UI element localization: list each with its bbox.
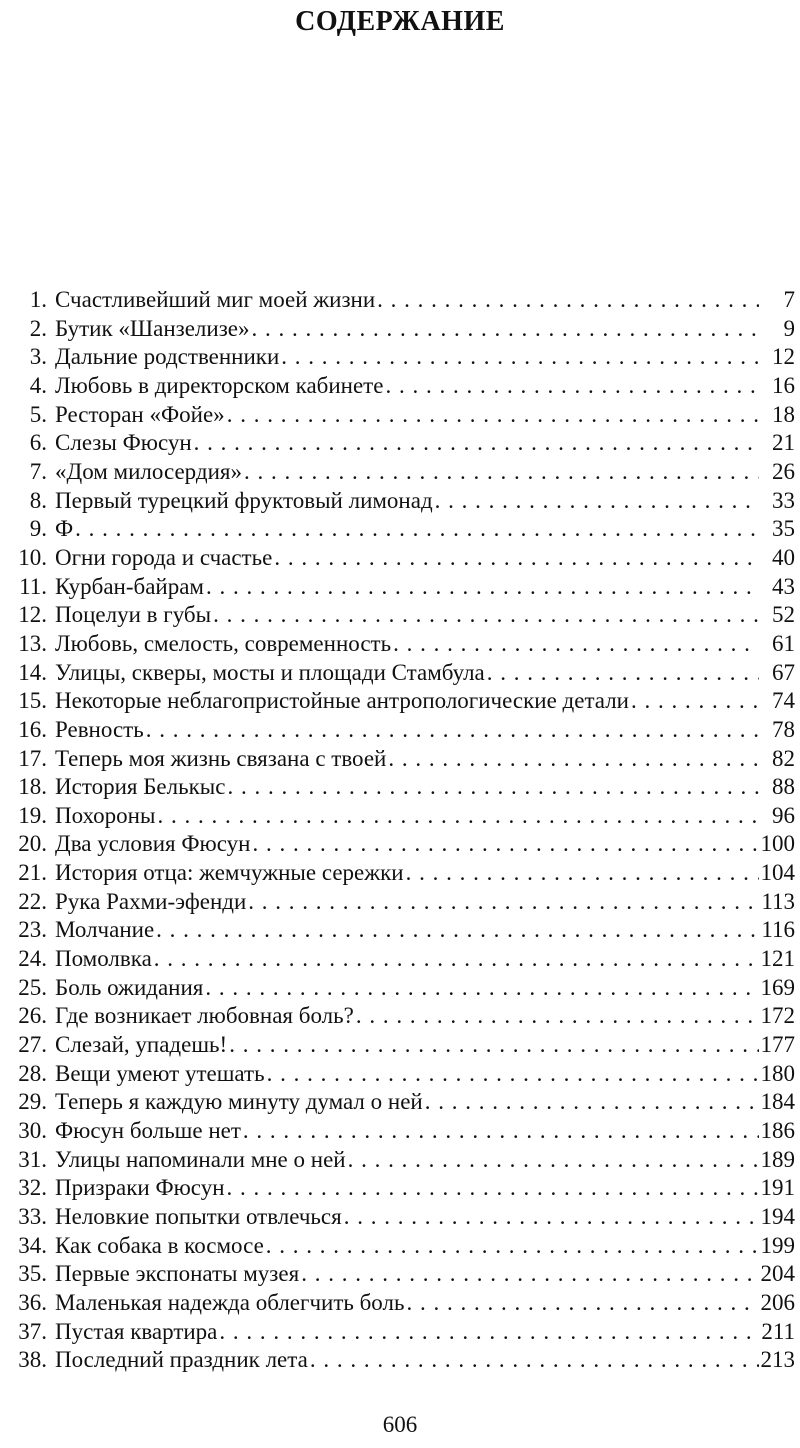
toc-dot-leader (406, 1289, 758, 1318)
toc-entry (0, 773, 800, 802)
toc-entry-number: 15. (18, 688, 47, 714)
toc-entry-number: 13. (18, 630, 47, 656)
toc-entry (0, 830, 800, 859)
toc-entry-page: 100 (760, 831, 795, 857)
toc-entry-page: 26 (772, 458, 795, 484)
toc-entry (0, 687, 800, 716)
toc-entry-body (55, 1346, 795, 1375)
toc-entry-page: 96 (772, 802, 795, 828)
toc-entry-title: Поцелуи в губы (55, 602, 212, 628)
toc-entry (0, 859, 800, 888)
toc-dot-leader (266, 1232, 759, 1261)
toc-entry-body (55, 773, 795, 802)
toc-dot-leader (356, 1002, 759, 1031)
toc-entry-number: 29. (18, 1089, 47, 1115)
toc-entry-page: 191 (760, 1175, 795, 1201)
toc-dot-leader (75, 515, 759, 544)
toc-entry-number: 26. (18, 1003, 47, 1029)
toc-entry (0, 1146, 800, 1175)
toc-entry-title: Первые экспонаты музея (55, 1261, 300, 1287)
toc-entry-number: 35. (18, 1261, 47, 1287)
toc-entry (0, 916, 800, 945)
toc-entry (0, 401, 800, 430)
toc-entry (0, 1174, 800, 1203)
toc-entry-number: 4. (29, 372, 47, 398)
toc-entry-number: 27. (18, 1032, 47, 1058)
toc-entry-page: 21 (772, 430, 795, 456)
toc-entry-body (55, 716, 795, 745)
toc-entry (0, 1260, 800, 1289)
toc-entry-number: 9. (29, 516, 47, 542)
toc-entry-page: 88 (772, 774, 795, 800)
toc-entry-number: 10. (18, 544, 47, 570)
toc-entry-body (55, 515, 795, 544)
toc-entry-number: 31. (18, 1146, 47, 1172)
toc-entry (0, 888, 800, 917)
toc-entry-body (55, 659, 795, 688)
toc-entry (0, 372, 800, 401)
page-title: СОДЕРЖАНИЕ (295, 6, 505, 37)
toc-dot-leader (252, 315, 759, 344)
toc-dot-leader (227, 401, 759, 430)
toc-entry-body (55, 687, 795, 716)
toc-dot-leader (243, 1117, 759, 1146)
toc-entry-body (55, 487, 795, 516)
toc-entry (0, 1060, 800, 1089)
toc-entry (0, 315, 800, 344)
toc-entry-title: Где возникает любовная боль? (55, 1003, 354, 1029)
toc-entry-title: Боль ожидания (55, 974, 204, 1000)
toc-entry-number: 32. (18, 1175, 47, 1201)
toc-entry (0, 1289, 800, 1318)
toc-entry-number: 23. (18, 917, 47, 943)
toc-entry (0, 1232, 800, 1261)
toc-entry-title: Улицы напоминали мне о ней (55, 1146, 346, 1172)
toc-dot-leader (267, 1060, 759, 1089)
toc-entry-number: 17. (18, 745, 47, 771)
toc-entry-title: Неловкие попытки отвлечься (55, 1204, 342, 1229)
toc-entry-number: 34. (18, 1232, 47, 1258)
toc-entry-page: 206 (760, 1289, 795, 1315)
toc-entry-page: 43 (772, 573, 795, 599)
toc-entry-number: 28. (18, 1060, 47, 1086)
toc-entry (0, 515, 800, 544)
toc-dot-leader (227, 1174, 759, 1203)
toc-entry-page: 9 (783, 315, 795, 341)
toc-entry-body (55, 429, 795, 458)
toc-entry-body (55, 1260, 795, 1289)
toc-entry-title: Ревность (55, 716, 144, 742)
toc-entry (0, 630, 800, 659)
toc-entry-title: Теперь я каждую минуту думал о ней (55, 1089, 423, 1115)
toc-entry-number: 25. (18, 974, 47, 1000)
toc-dot-leader (248, 888, 759, 917)
toc-entry-title: История Белькыс (55, 774, 226, 800)
toc-entry-body (55, 315, 795, 344)
toc-entry-title: Призраки Фюсун (55, 1175, 225, 1201)
toc-entry-page: 116 (761, 917, 795, 943)
toc-dot-leader (425, 1088, 759, 1117)
toc-entry-title: Первый турецкий фруктовый лимонад (55, 487, 433, 513)
toc-dot-leader (157, 802, 759, 831)
toc-entry-body (55, 802, 795, 831)
toc-entry-page: 177 (760, 1032, 795, 1058)
toc-dot-leader (219, 1318, 759, 1347)
toc-entry-page: 204 (760, 1261, 795, 1287)
toc-entry-page: 7 (783, 287, 795, 312)
table-of-contents (0, 286, 800, 1375)
toc-entry-title: Последний праздник лета (55, 1347, 308, 1373)
toc-entry-body (55, 859, 795, 888)
toc-entry-number: 5. (29, 401, 47, 427)
toc-entry (0, 974, 800, 1003)
toc-entry-body (55, 372, 795, 401)
toc-entry-title: Бутик «Шанзелизе» (55, 315, 250, 341)
toc-dot-leader (348, 1146, 759, 1175)
toc-dot-leader (244, 458, 759, 487)
toc-entry-page: 184 (760, 1089, 795, 1115)
toc-entry-title: Любовь в директорском кабинете (55, 372, 384, 398)
toc-dot-leader (385, 372, 759, 401)
toc-entry-number: 22. (18, 888, 47, 914)
toc-entry-page: 61 (772, 630, 795, 656)
toc-entry (0, 659, 800, 688)
toc-entry-page: 52 (772, 602, 795, 628)
toc-entry-body (55, 888, 795, 917)
toc-entry (0, 802, 800, 831)
toc-entry-title: Ф (55, 516, 74, 542)
toc-entry (0, 544, 800, 573)
toc-dot-leader (154, 945, 759, 974)
toc-entry (0, 1117, 800, 1146)
toc-dot-leader (274, 544, 759, 573)
toc-entry-page: 211 (761, 1318, 795, 1344)
toc-entry-page: 18 (772, 401, 795, 427)
toc-dot-leader (301, 1260, 758, 1289)
toc-dot-leader (206, 573, 759, 602)
toc-entry (0, 1002, 800, 1031)
toc-entry-page: 121 (760, 946, 795, 972)
toc-entry (0, 1318, 800, 1347)
toc-entry-number: 3. (29, 344, 47, 370)
toc-entry-body (55, 1318, 795, 1347)
toc-entry-number: 18. (18, 774, 47, 800)
toc-dot-leader (487, 659, 759, 688)
page-number: 606 (382, 1412, 418, 1437)
toc-dot-leader (156, 916, 759, 945)
toc-entry (0, 1346, 800, 1375)
toc-entry-body (55, 1232, 795, 1261)
toc-dot-leader (310, 1346, 759, 1375)
toc-entry-title: Два условия Фюсун (55, 831, 251, 857)
toc-entry-body (55, 1117, 795, 1146)
toc-entry-body (55, 945, 795, 974)
toc-entry-page: 189 (760, 1146, 795, 1172)
toc-entry-page: 104 (760, 860, 795, 886)
toc-entry-body (55, 630, 795, 659)
toc-dot-leader (194, 429, 759, 458)
toc-entry-page: 82 (772, 745, 795, 771)
toc-entry-title: Пустая квартира (55, 1318, 218, 1344)
toc-entry-page: 16 (772, 372, 795, 398)
toc-dot-leader (146, 716, 759, 745)
toc-entry-title: Похороны (55, 802, 156, 828)
toc-entry-page: 180 (760, 1060, 795, 1086)
toc-entry-page: 74 (772, 688, 795, 714)
toc-dot-leader (229, 1031, 758, 1060)
toc-entry (0, 343, 800, 372)
toc-entry (0, 716, 800, 745)
toc-entry-page: 35 (772, 516, 795, 542)
toc-entry-body (55, 573, 795, 602)
toc-entry-page: 78 (772, 716, 795, 742)
toc-entry-body (55, 916, 795, 945)
toc-entry-page: 113 (761, 888, 795, 914)
toc-entry-title: Как собака в космосе (55, 1232, 264, 1258)
toc-dot-leader (227, 773, 759, 802)
toc-entry (0, 458, 800, 487)
toc-entry-body (55, 974, 795, 1003)
toc-entry (0, 573, 800, 602)
toc-entry-page: 169 (760, 974, 795, 1000)
toc-entry (0, 1088, 800, 1117)
toc-entry (0, 945, 800, 974)
toc-entry-title: Молчание (55, 917, 155, 943)
toc-dot-leader (344, 1203, 759, 1232)
toc-entry (0, 745, 800, 774)
toc-entry-number: 8. (29, 487, 47, 513)
toc-entry-title: Помолвка (55, 946, 152, 972)
toc-entry-number: 24. (18, 946, 47, 972)
toc-entry-body (55, 601, 795, 630)
toc-entry-title: Огни города и счастье (55, 544, 273, 570)
toc-entry-body (55, 1002, 795, 1031)
toc-entry-body (55, 401, 795, 430)
toc-entry-number: 21. (18, 860, 47, 886)
toc-entry-title: Маленькая надежда облегчить боль (55, 1289, 405, 1315)
toc-entry-page: 194 (760, 1204, 795, 1229)
toc-entry-body (55, 1088, 795, 1117)
toc-entry-number: 6. (29, 430, 47, 456)
toc-entry-number: 38. (18, 1347, 47, 1373)
toc-entry-title: История отца: жемчужные сережки (55, 860, 404, 886)
toc-entry-page: 33 (772, 487, 795, 513)
toc-entry-title: Курбан-байрам (55, 573, 204, 599)
toc-entry-title: Вещи умеют утешать (55, 1060, 265, 1086)
toc-entry-page: 67 (772, 659, 795, 685)
toc-entry-body (55, 286, 795, 315)
toc-entry-body (55, 343, 795, 372)
toc-entry-title: Фюсун больше нет (55, 1118, 241, 1144)
toc-entry-body (55, 1174, 795, 1203)
toc-entry-number: 1. (29, 287, 47, 312)
toc-dot-leader (205, 974, 758, 1003)
toc-entry-body (55, 544, 795, 573)
toc-entry (0, 1031, 800, 1060)
toc-entry-title: Слезай, упадешь! (55, 1032, 228, 1058)
toc-entry-body (55, 1203, 795, 1232)
toc-entry-title: Дальние родственники (55, 344, 280, 370)
toc-entry-body (55, 830, 795, 859)
toc-entry-title: Ресторан «Фойе» (55, 401, 225, 427)
toc-entry-number: 30. (18, 1118, 47, 1144)
toc-entry-number: 20. (18, 831, 47, 857)
toc-entry-body (55, 745, 795, 774)
toc-entry-title: «Дом милосердия» (55, 458, 242, 484)
toc-dot-leader (252, 830, 758, 859)
toc-entry (0, 1203, 800, 1232)
toc-entry-number: 16. (18, 716, 47, 742)
toc-entry-page: 213 (760, 1347, 795, 1373)
toc-entry-body (55, 1031, 795, 1060)
toc-entry-number: 37. (18, 1318, 47, 1344)
toc-entry-number: 2. (29, 315, 47, 341)
toc-entry-title: Теперь моя жизнь связана с твоей (55, 745, 387, 771)
toc-entry-body (55, 458, 795, 487)
toc-entry-body (55, 1146, 795, 1175)
toc-entry-number: 33. (18, 1204, 47, 1229)
toc-dot-leader (631, 687, 759, 716)
toc-entry (0, 429, 800, 458)
toc-entry-body (55, 1060, 795, 1089)
toc-entry-page: 199 (760, 1232, 795, 1258)
toc-entry-title: Некоторые неблагопристойные антропологические детали (55, 688, 629, 714)
toc-entry-number: 14. (18, 659, 47, 685)
toc-entry (0, 601, 800, 630)
toc-entry-number: 36. (18, 1289, 47, 1315)
toc-entry-number: 19. (18, 802, 47, 828)
toc-dot-leader (406, 859, 759, 888)
toc-entry-page: 12 (772, 344, 795, 370)
toc-entry-number: 7. (29, 458, 47, 484)
toc-entry (0, 487, 800, 516)
toc-entry-title: Рука Рахми-эфенди (55, 888, 247, 914)
toc-entry-page: 40 (772, 544, 795, 570)
toc-entry-title: Слезы Фюсун (55, 430, 192, 456)
toc-dot-leader (213, 601, 759, 630)
toc-dot-leader (388, 745, 759, 774)
toc-entry-page: 172 (760, 1003, 795, 1029)
toc-dot-leader (377, 286, 759, 315)
toc-entry-title: Улицы, скверы, мосты и площади Стамбула (55, 659, 485, 685)
toc-entry-body (55, 1289, 795, 1318)
toc-entry-title: Счастливейший миг моей жизни (55, 287, 376, 312)
toc-entry-page: 186 (760, 1118, 795, 1144)
toc-entry (0, 286, 800, 315)
toc-entry-number: 11. (19, 573, 47, 599)
toc-entry-title: Любовь, смелость, современность (55, 630, 392, 656)
toc-dot-leader (435, 487, 759, 516)
toc-entry-number: 12. (18, 602, 47, 628)
toc-dot-leader (281, 343, 759, 372)
toc-dot-leader (393, 630, 759, 659)
